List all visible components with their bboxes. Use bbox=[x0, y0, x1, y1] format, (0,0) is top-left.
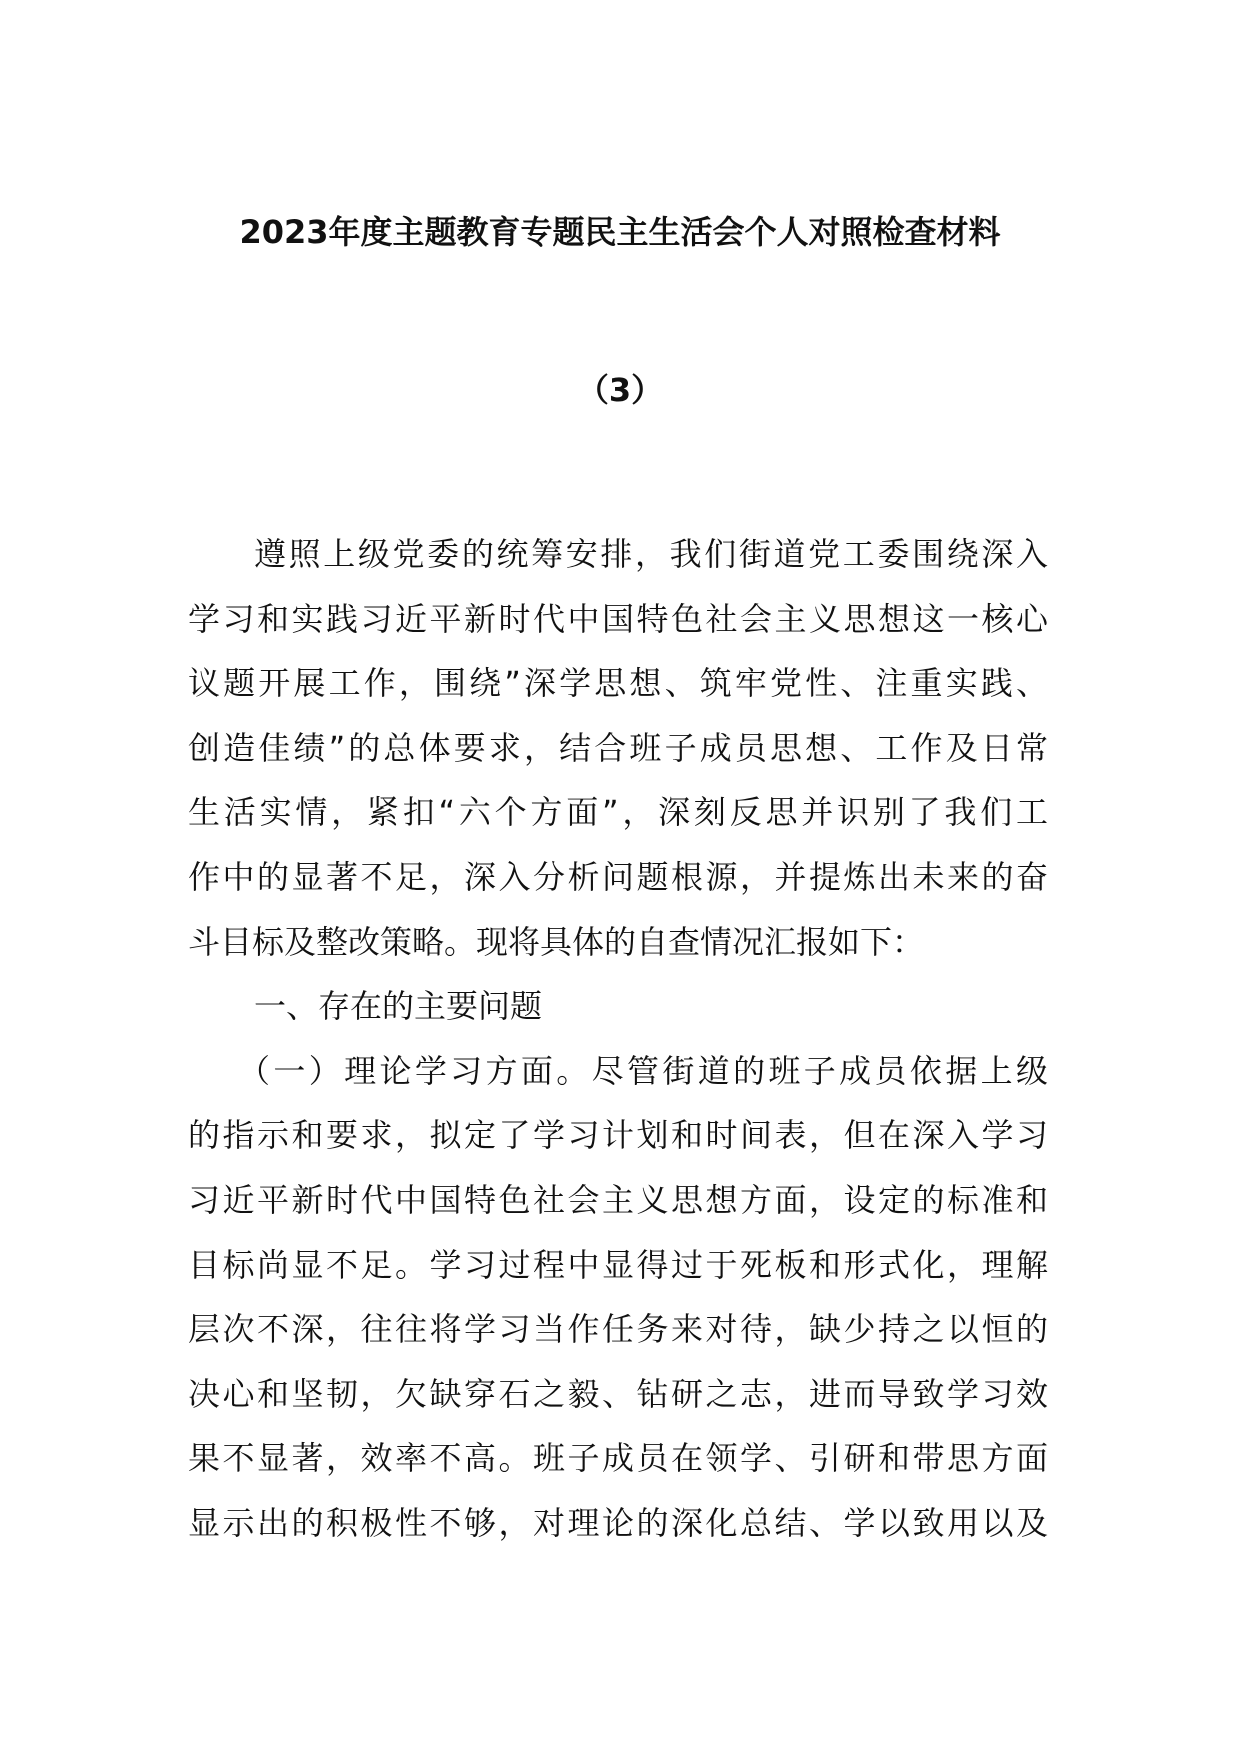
document-body bbox=[188, 522, 1048, 1556]
section-heading: 一、存在的主要问题 bbox=[254, 987, 543, 1026]
paragraph-line: 创造佳绩”的总体要求，结合班子成员思想、工作及日常 bbox=[188, 728, 1048, 767]
paragraph-line: 目标尚显不足。学习过程中显得过于死板和形式化，理解 bbox=[188, 1245, 1048, 1284]
document-subtitle: （3） bbox=[576, 371, 664, 409]
paragraph-line: 显示出的积极性不够，对理论的深化总结、学以致用以及 bbox=[188, 1503, 1048, 1542]
paragraph-line: 决心和坚韧，欠缺穿石之毅、钻研之志，进而导致学习效 bbox=[188, 1374, 1048, 1413]
paragraph-line: 斗目标及整改策略。现将具体的自查情况汇报如下： bbox=[188, 922, 925, 961]
paragraph-line: 的指示和要求，拟定了学习计划和时间表，但在深入学习 bbox=[188, 1116, 1048, 1155]
paragraph-line: 议题开展工作，围绕”深学思想、筑牢党性、注重实践、 bbox=[188, 664, 1048, 703]
paragraph-line: 学习和实践习近平新时代中国特色社会主义思想这一核心 bbox=[188, 599, 1048, 638]
paragraph-line: 遵照上级党委的统筹安排，我们街道党工委围绕深入 bbox=[254, 535, 1048, 573]
paragraph-line: 作中的显著不足，深入分析问题根源，并提炼出未来的奋 bbox=[188, 857, 1048, 896]
paragraph-line: 果不显著，效率不高。班子成员在领学、引研和带思方面 bbox=[188, 1439, 1048, 1478]
document-title: 2023年度主题教育专题民主生活会个人对照检查材料 bbox=[239, 213, 1001, 251]
paragraph-line: 层次不深，往往将学习当作任务来对待，缺少持之以恒的 bbox=[188, 1310, 1048, 1349]
paragraph-line: （一）理论学习方面。尽管街道的班子成员依据上级 bbox=[238, 1051, 1048, 1090]
paragraph-line: 习近平新时代中国特色社会主义思想方面，设定的标准和 bbox=[188, 1180, 1048, 1219]
paragraph-line: 生活实情，紧扣“六个方面”，深刻反思并识别了我们工 bbox=[188, 793, 1048, 832]
